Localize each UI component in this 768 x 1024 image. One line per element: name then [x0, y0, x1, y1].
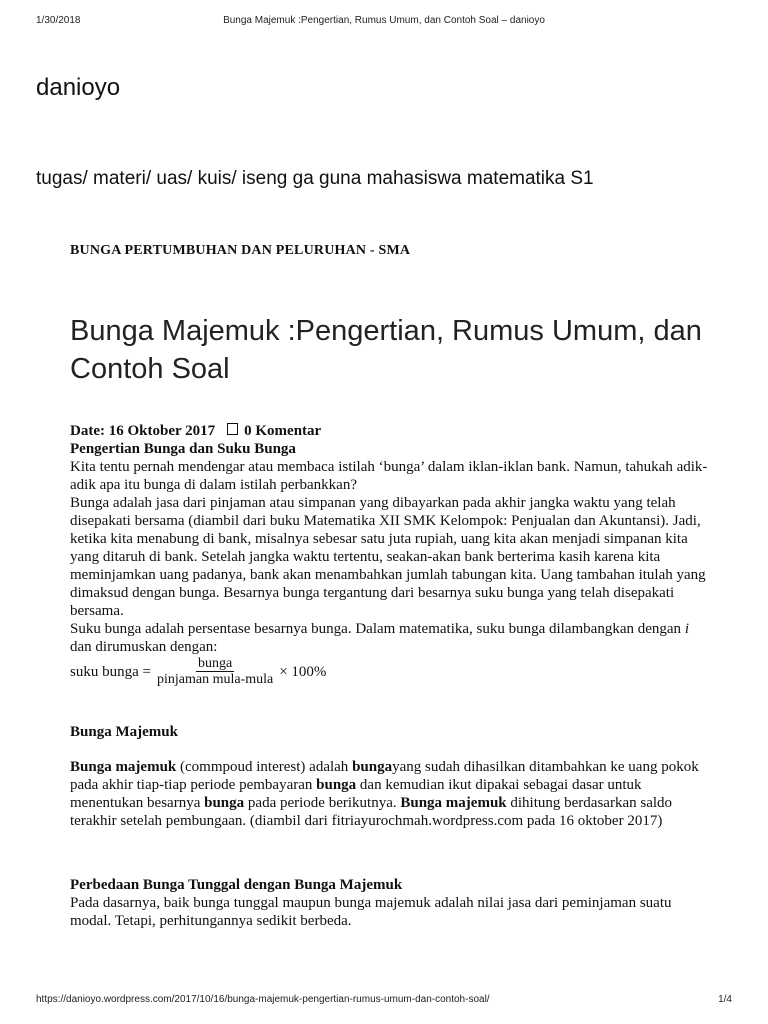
section-heading: Bunga Majemuk	[70, 724, 178, 740]
comment-icon	[227, 422, 238, 440]
formula-numerator: bunga	[197, 656, 233, 671]
post-title: Bunga Majemuk :Pengertian, Rumus Umum, dan Contoh Soal	[70, 315, 702, 385]
post-content	[70, 422, 710, 930]
paragraph: Suku bunga adalah persentase besarnya bunga. Dalam matematika, suku bunga dilambangkan dengan i dan dirumuskan dengan:	[70, 621, 689, 655]
post-category[interactable]: BUNGA PERTUMBUHAN DAN PELURUHAN - SMA	[70, 243, 411, 258]
formula-denominator: pinjaman mula-mula	[156, 672, 274, 687]
section-heading: Pengertian Bunga dan Suku Bunga	[70, 441, 296, 457]
site-title[interactable]: danioyo	[36, 74, 121, 101]
interest-symbol: i	[684, 621, 689, 637]
post-meta	[70, 422, 710, 440]
post-comments-link[interactable]: 0 Komentar	[244, 423, 322, 439]
interest-formula	[70, 657, 710, 687]
print-date: 1/30/2018	[36, 15, 81, 26]
section-heading: Perbedaan Bunga Tunggal dengan Bunga Majemuk	[70, 877, 403, 893]
site-description: tugas/ materi/ uas/ kuis/ iseng ga guna mahasiswa matematika S1	[36, 168, 594, 189]
formula-fraction	[155, 657, 275, 687]
paragraph: Bunga majemuk (commpoud interest) adalah bungayang sudah dihasilkan ditambahkan ke uang pokok pada akhir tiap-tiap periode pembayaran bunga dan kemudian ikut dipakai sebagai dasar untuk menentukan besarnya bunga pada periode berikutnya. Bunga majemuk dihitung berdasarkan saldo terakhir setelah pembungaan. (diambil dari fitriayurochmah.wordpress.com pada 16 oktober 2017)	[70, 759, 699, 829]
print-url: https://danioyo.wordpress.com/2017/10/16/bunga-majemuk-pengertian-rumus-umum-dan-contoh-soal/	[36, 994, 490, 1005]
formula-lhs: suku bunga =	[70, 664, 151, 680]
formula-rhs: × 100%	[279, 664, 327, 680]
post-date: Date: 16 Oktober 2017	[70, 423, 216, 439]
paragraph: Kita tentu pernah mendengar atau membaca istilah ‘bunga’ dalam iklan-iklan bank. Namun, tahukah adik-adik apa itu bunga di dalam istilah perbankkan?	[70, 459, 708, 493]
print-page-title: Bunga Majemuk :Pengertian, Rumus Umum, dan Contoh Soal – danioyo	[223, 15, 545, 26]
print-page-number: 1/4	[718, 994, 732, 1005]
paragraph: Bunga adalah jasa dari pinjaman atau simpanan yang dibayarkan pada akhir jangka waktu yang telah disepakati bersama (diambil dari buku Matematika XII SMK Kelompok: Penjualan dan Akuntansi). Jadi, ketika kita menabung di bank, misalnya sebesar satu juta rupiah, uang kita akan menjadi simpanan kita yang ditaruh di bank. Setelah jangka waktu tertentu, seakan-akan bank berterima kasih karena kita meminjamkan uang padanya, bank akan menambahkan jumlah tabungan kita. Uang tambahan itulah yang dimaksud dengan bunga. Besarnya bunga tergantung dari besarnya suku bunga yang telah disepakati bersama.	[70, 495, 706, 619]
paragraph: Pada dasarnya, baik bunga tunggal maupun bunga majemuk adalah nilai jasa dari peminjaman suatu modal. Tetapi, perhitungannya sedikit berbeda.	[70, 895, 672, 929]
